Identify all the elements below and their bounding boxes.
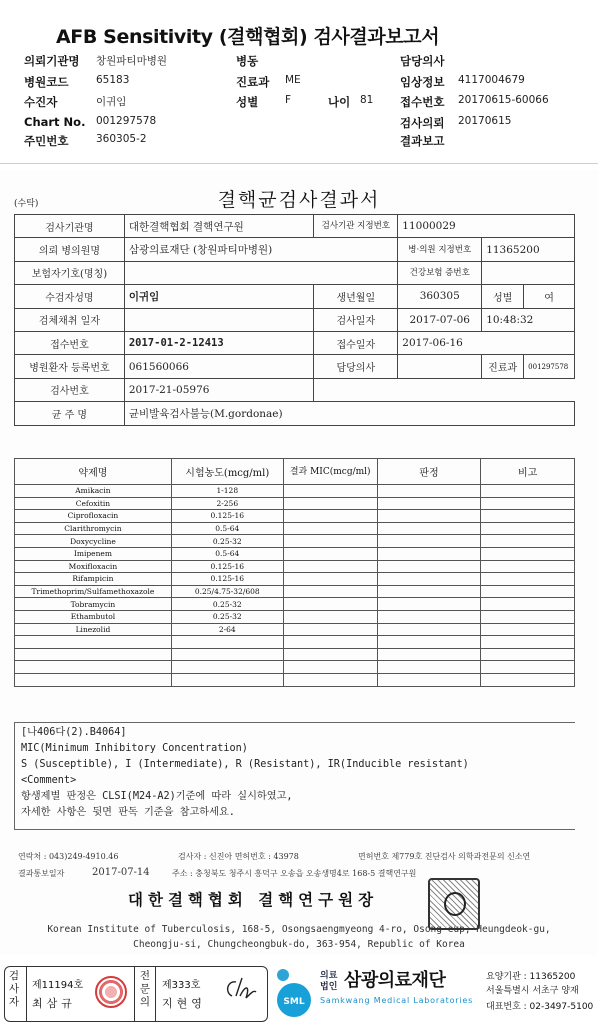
remarks-cell <box>481 573 575 586</box>
empty-cell <box>15 636 172 649</box>
empty-cell <box>283 661 377 674</box>
care-institution-number: 요양기관 : 11365200 <box>486 972 576 982</box>
remarks-cell <box>481 585 575 598</box>
report-title: AFB Sensitivity (결핵협회) 검사결과보고서 <box>56 26 440 48</box>
signature-divider <box>134 966 135 1022</box>
mic-result-cell <box>283 573 377 586</box>
drug-row-empty <box>15 661 575 674</box>
patient-value: 이귀임 <box>96 96 127 108</box>
drug-name-cell: Imipenem <box>15 547 172 560</box>
logo-name: 삼광의료재단 <box>344 970 446 991</box>
patient-label: 수진자 <box>24 95 58 109</box>
clinical-info-value: 4117004679 <box>458 74 525 86</box>
remarks-cell <box>481 560 575 573</box>
concentration-cell: 1-128 <box>171 485 283 498</box>
collection-date-value <box>124 308 314 331</box>
reviewer-name: 지현영 <box>162 997 206 1010</box>
requesting-clinic-value: 삼광의료재단 (창원파티마병원) <box>124 238 397 261</box>
official-seal <box>428 878 480 930</box>
drug-row-empty <box>15 673 575 686</box>
collection-date-label: 검체채취 일자 <box>15 308 125 331</box>
referring-institution-label: 의뢰기관명 <box>24 54 80 68</box>
korean-address: 주소 : 충청북도 청주시 흥덕구 오송읍 오송생명4로 168-5 결핵연구원 <box>172 869 417 878</box>
dept-label: 진료과 <box>482 355 524 378</box>
interpretation-cell <box>377 598 481 611</box>
hospital-code-value: 65183 <box>96 74 130 86</box>
concentration-cell: 2-64 <box>171 623 283 636</box>
drug-name-cell: Linezolid <box>15 623 172 636</box>
english-address-line-2: Cheongju-si, Chungcheongbuk-do, 363-954, Republic of Korea <box>133 939 465 950</box>
remarks-cell <box>481 610 575 623</box>
header-row <box>0 53 598 72</box>
clinical-info-label: 임상정보 <box>400 75 445 89</box>
test-request-label: 검사의뢰 <box>400 116 445 130</box>
consignment-tag: (수탁) <box>14 199 39 209</box>
patient-name-value: 이귀임 <box>124 285 314 308</box>
drug-row <box>15 598 575 611</box>
empty-cell <box>314 378 575 401</box>
empty-cell <box>171 661 283 674</box>
empty-cell <box>171 648 283 661</box>
empty-cell <box>481 661 575 674</box>
test-date-label: 검사일자 <box>314 308 398 331</box>
institute-director: 대한결핵협회 결핵연구원장 <box>128 890 379 909</box>
drug-name-cell: Moxifloxacin <box>15 560 172 573</box>
interpretation-cell <box>377 485 481 498</box>
ward-label: 병동 <box>236 54 259 68</box>
drug-row <box>15 623 575 636</box>
report-date-value: 2017-07-14 <box>92 867 150 878</box>
birthdate-value: 360305 <box>398 285 482 308</box>
patient-sex-value: 여 <box>524 285 575 308</box>
empty-cell <box>377 648 481 661</box>
logo-corp-type: 의료법인 <box>320 971 338 992</box>
organism-value: 균비발육검사불능(M.gordonae) <box>124 402 574 425</box>
empty-cell <box>283 648 377 661</box>
drug-name-cell: Rifampicin <box>15 573 172 586</box>
clinic-code-value: 11365200 <box>482 238 575 261</box>
insurance-number-label: 건강보험 증번호 <box>398 261 482 284</box>
phone-number: 대표번호 : 02-3497-5100 <box>486 1002 594 1012</box>
age-label: 나이 <box>328 95 351 109</box>
remarks-cell <box>481 623 575 636</box>
header-row <box>0 133 598 152</box>
signature-divider <box>155 966 156 1022</box>
chart-no-value: 001297578 <box>96 115 157 127</box>
requesting-clinic-label: 의뢰 병의원명 <box>15 238 125 261</box>
interpretation-cell <box>377 610 481 623</box>
insurance-number-value <box>482 261 575 284</box>
empty-cell <box>15 661 172 674</box>
drug-row <box>15 547 575 560</box>
header-divider <box>0 163 598 164</box>
mic-result-cell <box>283 547 377 560</box>
concentration-cell: 0.125-16 <box>171 573 283 586</box>
referring-institution-value: 창원파티마병원 <box>96 55 168 67</box>
attending-doctor-label: 담당의사 <box>400 54 445 68</box>
receipt-number-value: 20170615-60066 <box>458 94 549 106</box>
mic-result-cell <box>283 510 377 523</box>
remarks-header: 비고 <box>481 459 575 485</box>
drug-row <box>15 535 575 548</box>
interpretation-cell <box>377 510 481 523</box>
empty-cell <box>377 636 481 649</box>
mic-result-cell <box>283 598 377 611</box>
drug-row-empty <box>15 648 575 661</box>
mic-result-cell <box>283 535 377 548</box>
test-no-label: 검사번호 <box>15 378 125 401</box>
receipt-date-label: 접수일자 <box>314 331 398 354</box>
reviewer-label: 전문의 <box>139 970 151 1008</box>
receipt-no-label: 접수번호 <box>15 331 125 354</box>
signature-divider <box>26 966 27 1022</box>
interpretation-cell <box>377 547 481 560</box>
logo-english-name: Samkwang Medical Laboratories <box>320 996 474 1005</box>
patient-sex-label: 성별 <box>482 285 524 308</box>
patient-info-table <box>14 214 575 426</box>
header-row <box>0 94 598 113</box>
interpretation-cell <box>377 585 481 598</box>
drug-name-cell: Ethambutol <box>15 610 172 623</box>
age-value: 81 <box>360 94 374 106</box>
concentration-cell: 0.25-32 <box>171 598 283 611</box>
remarks-cell <box>481 510 575 523</box>
insurer-value <box>124 261 397 284</box>
header-row <box>0 115 598 134</box>
interpretation-cell <box>377 497 481 510</box>
empty-cell <box>481 648 575 661</box>
department-label: 진료과 <box>236 75 270 89</box>
comment-line: <Comment> <box>21 775 77 786</box>
drug-name-cell: Doxycycline <box>15 535 172 548</box>
header-row <box>0 74 598 93</box>
drug-table-header <box>15 459 575 485</box>
comment-line: [나406다(2).B4064] <box>21 727 127 738</box>
test-request-value: 20170615 <box>458 115 512 127</box>
empty-cell <box>283 673 377 686</box>
interpretation-cell <box>377 560 481 573</box>
concentration-cell: 2-256 <box>171 497 283 510</box>
document-title: 결핵균검사결과서 <box>217 189 381 211</box>
hospital-patient-no-label: 병원환자 등록번호 <box>15 355 125 378</box>
test-no-value: 2017-21-05976 <box>124 378 314 401</box>
concentration-cell: 0.5-64 <box>171 522 283 535</box>
drug-name-cell: Ciprofloxacin <box>15 510 172 523</box>
lab-address: 서울특별시 서초구 양재 <box>486 986 579 996</box>
inspector-license: 제11194호 <box>32 980 84 991</box>
empty-cell <box>377 673 481 686</box>
empty-cell <box>171 636 283 649</box>
doctor-label: 담당의사 <box>314 355 398 378</box>
comment-line: MIC(Minimum Inhibitory Concentration) <box>21 743 248 754</box>
empty-cell <box>15 673 172 686</box>
reviewer-signature <box>222 974 258 1004</box>
concentration-cell: 0.25-32 <box>171 610 283 623</box>
remarks-cell <box>481 522 575 535</box>
result-report-label: 결과보고 <box>400 134 445 148</box>
birthdate-label: 생년월일 <box>314 285 398 308</box>
concentration-cell: 0.25-32 <box>171 535 283 548</box>
test-date-value: 2017-07-06 <box>398 308 482 331</box>
interpretation-cell <box>377 522 481 535</box>
mic-result-header: 결과 MIC(mcg/ml) <box>283 459 377 485</box>
report-date-label: 결과통보일자 <box>18 869 65 878</box>
mic-result-cell <box>283 497 377 510</box>
mic-result-cell <box>283 585 377 598</box>
drug-row <box>15 610 575 623</box>
remarks-cell <box>481 547 575 560</box>
concentration-cell: 0.25/4.75-32/608 <box>171 585 283 598</box>
interpretation-header: 판정 <box>377 459 481 485</box>
examiner-info: 검사자 : 신진아 면허번호 : 43978 <box>178 852 299 861</box>
samkwang-logo-icon <box>272 966 316 1020</box>
drug-name-cell: Cefoxitin <box>15 497 172 510</box>
empty-cell <box>15 648 172 661</box>
empty-cell <box>283 636 377 649</box>
doctor-value <box>398 355 482 378</box>
dept-value: 001297578 <box>524 355 575 378</box>
empty-cell <box>481 636 575 649</box>
inspector-name: 최삼규 <box>32 997 76 1010</box>
resident-number-label: 주민번호 <box>24 134 69 148</box>
remarks-cell <box>481 535 575 548</box>
remarks-cell <box>481 485 575 498</box>
mic-result-cell <box>283 560 377 573</box>
seal-mark <box>444 892 466 916</box>
drug-row <box>15 485 575 498</box>
drug-name-cell: Clarithromycin <box>15 522 172 535</box>
empty-cell <box>171 673 283 686</box>
comment-line: 항생제별 판정은 CLSI(M24-A2)기준에 따라 실시하였고, <box>21 791 293 802</box>
mic-result-cell <box>283 522 377 535</box>
comment-box <box>14 722 575 830</box>
svg-text:SML: SML <box>283 997 305 1007</box>
drug-row <box>15 510 575 523</box>
drug-row <box>15 585 575 598</box>
concentration-cell: 0.125-16 <box>171 560 283 573</box>
drug-row <box>15 573 575 586</box>
insurer-label: 보험자기호(명칭) <box>15 261 125 284</box>
drug-name-header: 약제명 <box>15 459 172 485</box>
mic-result-cell <box>283 485 377 498</box>
sex-label: 성별 <box>236 95 259 109</box>
comment-line: 자세한 사항은 뒷면 판독 기준을 참고하세요. <box>21 807 235 818</box>
department-value: ME <box>285 74 301 86</box>
interpretation-cell <box>377 573 481 586</box>
reviewer-license: 제333호 <box>162 980 201 991</box>
comment-line: S (Susceptible), I (Intermediate), R (Resistant), IR(Inducible resistant) <box>21 759 469 770</box>
inspector-stamp <box>95 976 127 1008</box>
interpretation-cell <box>377 535 481 548</box>
mic-result-cell <box>283 610 377 623</box>
interpretation-cell <box>377 623 481 636</box>
drug-row <box>15 497 575 510</box>
drug-name-cell: Tobramycin <box>15 598 172 611</box>
drug-row-empty <box>15 636 575 649</box>
english-address-line-1: Korean Institute of Tuberculosis, 168-5, Osongsaengmyeong 4-ro, Osong-eup, Heungdeok-gu, <box>47 924 551 935</box>
empty-cell <box>377 661 481 674</box>
receipt-date-value: 2017-06-16 <box>398 331 575 354</box>
drug-sensitivity-table <box>14 458 575 687</box>
hospital-code-label: 병원코드 <box>24 75 69 89</box>
chart-no-label: Chart No. <box>24 115 86 129</box>
lab-name-label: 검사기관명 <box>15 215 125 238</box>
lab-code-label: 검사기관 지정번호 <box>314 215 398 238</box>
drug-row <box>15 560 575 573</box>
lab-name-value: 대한결핵협회 결핵연구원 <box>124 215 314 238</box>
lab-code-value: 11000029 <box>398 215 575 238</box>
receipt-number-label: 접수번호 <box>400 95 445 109</box>
test-time-value: 10:48:32 <box>482 308 575 331</box>
receipt-no-value: 2017-01-2-12413 <box>124 331 314 354</box>
empty-cell <box>481 673 575 686</box>
remarks-cell <box>481 497 575 510</box>
director-info: 면허번호 제779호 진단검사 의학과전문의 신소연 <box>358 852 531 861</box>
concentration-cell: 0.5-64 <box>171 547 283 560</box>
mic-result-cell <box>283 623 377 636</box>
organism-label: 균 주 명 <box>15 402 125 425</box>
clinic-code-label: 병·의원 지정번호 <box>398 238 482 261</box>
drug-row <box>15 522 575 535</box>
sex-value: F <box>285 94 292 106</box>
hospital-patient-no-value: 061560066 <box>124 355 314 378</box>
concentration-header: 시험농도(mcg/ml) <box>171 459 283 485</box>
drug-name-cell: Amikacin <box>15 485 172 498</box>
resident-number-value: 360305-2 <box>96 133 147 145</box>
contact-number: 연락처 : 043)249-4910.46 <box>18 852 119 861</box>
remarks-cell <box>481 598 575 611</box>
drug-name-cell: Trimethoprim/Sulfamethoxazole <box>15 585 172 598</box>
concentration-cell: 0.125-16 <box>171 510 283 523</box>
patient-name-label: 수검자성명 <box>15 285 125 308</box>
inspector-label: 검사자 <box>8 970 20 1008</box>
